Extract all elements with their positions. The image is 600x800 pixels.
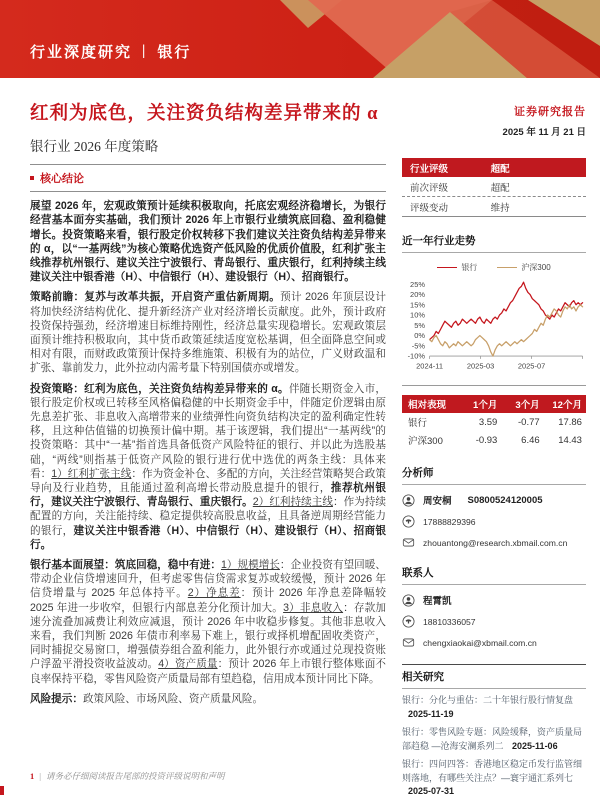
analyst-name: 周安桐 (423, 496, 452, 507)
svg-text:25%: 25% (410, 279, 425, 289)
banner-industry: 银行 (157, 45, 192, 61)
perf-row-bank (402, 413, 586, 431)
report-subtitle: 银行业 2026 年度策略 (30, 139, 159, 155)
legend-item-csi300 (497, 262, 550, 273)
report-body (30, 199, 386, 706)
paragraph-investment-strategy: 投资策略：红利为底色，关注资负结构差异带来的 α。伴随长期资金入市，银行股定价权或已转移至风格偏稳健的中长期资金手中，伴随定价逻辑由原先息差扩张、非息收入高增带来的业绩弹性向资负结构决定的盈利确定性转移，且这种估值锚的切换预计偏中期。基于该逻辑，我们提出“一基两线”的投资策略：其中“一基”指首选具备低资产风险特征的银行、并以此为选股基础，“两线”则指基于低资产风险的银行进行优中选优的两条主线：具体来看：1）红利扩张主线：作为资金补仓、多配的方向，关注经营策略契合政策导向及行业趋势，且能通过盈利高增长带动股息提升的银行，推荐杭州银行，建议关注宁波银行、青岛银行、重庆银行。2）红利持续主线：作为持续配置的方向，关注能持续、稳定提供较高股息收益，且具备逆周期经营能力的银行，建议关注中银香港（H）、中信银行（H）、建设银行（H）、招商银行。 (30, 382, 387, 551)
rating-header-value: 超配 (490, 163, 510, 175)
perf-cell: 沪深300 (408, 436, 443, 447)
report-title: 红利为底色，关注资负结构差异带来的 α (30, 104, 379, 124)
rating-table-header-row (402, 158, 586, 177)
square-bullet-icon (30, 176, 34, 180)
person-icon (402, 594, 415, 607)
trend-chart-heading: 近一年行业走势 (402, 230, 586, 253)
email-icon (402, 636, 415, 649)
svg-text:-5%: -5% (411, 341, 425, 351)
svg-text:2025-07: 2025-07 (517, 361, 546, 371)
perf-cell: -0.93 (475, 434, 498, 446)
corner-red-mark (0, 786, 4, 795)
banner-category: 行业深度研究 (30, 45, 133, 61)
analyst-email-row (402, 536, 586, 549)
paragraph-strategy-preview: 策略前瞻：复苏与改革共振，开启资产重估新周期。预计 2026 年顶层设计将加快经济结构优化、提升新经济产业对经济增长贡献度。此外，预计政府投资保持强劲，经济增速目标维持刚性，经济总量实现稳增长。宏观政策层面预计维持积极取向，其中货币政策延续适度宽松基调，但全面降息空间或相对有限，而财政政策预计保持多维施策、积极有为的站位，广义财政温和扩张、靠前发力，此外拉动内需考量下特别国债亦或增发。 (30, 291, 387, 375)
legend-item-bank (437, 262, 477, 273)
csi300-line-swatch-icon (497, 267, 517, 268)
analyst-cert-number: S0800524120005 (467, 494, 543, 506)
core-conclusion-label: 核心结论 (40, 173, 84, 186)
page-number: 1 (30, 771, 35, 781)
paragraph-fundamental-outlook: 银行基本面展望：筑底回稳，稳中有进：1）规模增长：企业投资有望回暖、带动企业信贷增速回升，但考虑零售信贷需求复苏或较缓慢，预计 2026 年信贷增量与 2025 年总体持平。2）净息差：预计 2026 年净息差降幅较 2025 年进一步收窄，但银行内部息差分化预计加大。3）非息收入：存款加速分流叠加减费让利效应减退，预计 2026 年中收稳步修复。其他非息收入来看，我们判断 2026 年债市利率易下难上，银行或择机增配固收类资产，同时捕捉交易窗口，增强债券组合盈利能力，此外银行亦或通过兑现投资账户浮盈平滑投资收益波动。4）资产质量：预计 2026 年上市银行整体账面不良率保持平稳，零售风险资产质量局部有望趋稳，信用成本预计同比下降。 (30, 559, 386, 685)
industry-rating-table (402, 158, 586, 217)
rating-row-label: 前次评级 (410, 182, 449, 194)
svg-text:0%: 0% (414, 331, 425, 341)
perf-cell: 银行 (408, 418, 428, 429)
top-banner (0, 0, 600, 78)
perf-cell: -0.77 (518, 416, 540, 428)
contact-heading: 联系人 (402, 562, 586, 585)
legend-label: 沪深300 (521, 263, 551, 272)
related-item-date: 2025-11-19 (408, 708, 454, 719)
main-column (30, 103, 386, 712)
svg-text:-10%: -10% (407, 351, 425, 361)
svg-text:10%: 10% (410, 310, 425, 320)
email-icon (402, 536, 415, 549)
svg-text:15%: 15% (410, 300, 425, 310)
rating-header-label: 行业评级 (410, 163, 449, 175)
perf-header-cell: 12个月 (552, 400, 582, 411)
divider-line (30, 191, 386, 192)
sidebar-column (402, 103, 586, 799)
person-icon (402, 494, 415, 507)
related-item-title: 银行：分化与重估：二十年银行股行情复盘 (402, 695, 574, 705)
analyst-phone: 17888829396 (423, 516, 476, 527)
report-date: 2025 年 11 月 21 日 (502, 127, 586, 138)
perf-header-cell: 3个月 (515, 400, 540, 411)
analyst-email: zhouantong@research.xbmail.com.cn (423, 537, 568, 548)
footer-disclaimer: 请务必仔细阅读报告尾部的投资评级说明和声明 (45, 771, 225, 781)
rating-row-label: 评级变动 (410, 202, 449, 214)
related-research-item (402, 758, 586, 799)
svg-text:2025-03: 2025-03 (466, 361, 495, 371)
svg-text:20%: 20% (410, 290, 425, 300)
banner-divider: | (142, 43, 148, 59)
divider-line (402, 385, 586, 386)
phone-icon (402, 515, 415, 528)
banner-title (30, 41, 191, 62)
bank-line-swatch-icon (437, 267, 457, 268)
phone-icon (402, 615, 415, 628)
related-item-title: 银行：零售风险专题：风险缓释，资产质量局部趋稳 —沧海安澜系列二 (402, 727, 583, 751)
paragraph-outlook-summary: 展望 2026 年，宏观政策预计延续积极取向，托底宏观经济稳增长，为银行经营基本面夯实基础，我们预计 2026 年上市银行业绩筑底回稳、盈利稳健增长。投资策略来看，银行股定价权转移下我们建议关注资负结构差异带来的 α，以“一基两线”为核心策略优选资产低风险的优质价值股，红利扩张主线推荐杭州银行、建议关注宁波银行、青岛银行、重庆银行，红利持续主线建议关注中银香港（H）、中信银行（H）、建设银行（H）、招商银行。 (30, 200, 386, 284)
perf-header-cell: 1个月 (473, 400, 498, 411)
related-research-section (402, 664, 586, 799)
perf-header-cell: 相对表现 (408, 400, 447, 411)
report-type-label: 证券研究报告 (514, 106, 586, 118)
analyst-heading: 分析师 (402, 462, 586, 485)
core-conclusion-heading (30, 165, 386, 191)
related-item-date: 2025-11-06 (512, 740, 558, 751)
perf-cell: 3.59 (478, 416, 498, 428)
perf-table-header-row (402, 395, 586, 413)
rating-row-value: 超配 (490, 182, 510, 194)
related-research-item (402, 694, 586, 721)
rating-row-change (402, 197, 586, 217)
related-item-title: 银行：四问四答：香港地区稳定币发行监管细则落地，有哪些关注点？—寰宇通汇系列七 (402, 759, 583, 783)
relative-performance-table (402, 395, 586, 449)
contact-email: chengxiaokai@xbmail.com.cn (423, 637, 537, 648)
related-research-item (402, 726, 586, 753)
svg-text:2024-11: 2024-11 (416, 361, 444, 371)
perf-cell: 17.86 (558, 416, 582, 428)
contact-email-row (402, 636, 586, 649)
perf-cell: 6.46 (521, 434, 540, 446)
contact-name-row (402, 593, 586, 607)
paragraph-risk-notice: 风险提示：政策风险、市场风险、资产质量风险。 (30, 692, 264, 705)
contact-phone-row (402, 615, 586, 628)
svg-text:5%: 5% (414, 320, 425, 330)
analyst-name-row (402, 493, 586, 507)
footer-divider: | (39, 771, 41, 781)
trend-line-chart (402, 275, 586, 375)
page-footer (30, 770, 224, 782)
chart-legend (402, 262, 586, 273)
rating-row-previous (402, 177, 586, 197)
legend-label: 银行 (461, 263, 478, 272)
related-research-heading: 相关研究 (402, 666, 586, 689)
rating-row-value: 维持 (490, 202, 510, 214)
analyst-phone-row (402, 515, 586, 528)
contact-phone: 18810336057 (423, 616, 476, 627)
contact-name: 程霄凯 (423, 596, 452, 607)
banner-geometric-pattern (280, 0, 600, 78)
perf-cell: 14.43 (558, 434, 582, 446)
related-item-date: 2025-07-31 (408, 786, 455, 796)
perf-row-csi300 (402, 431, 586, 449)
